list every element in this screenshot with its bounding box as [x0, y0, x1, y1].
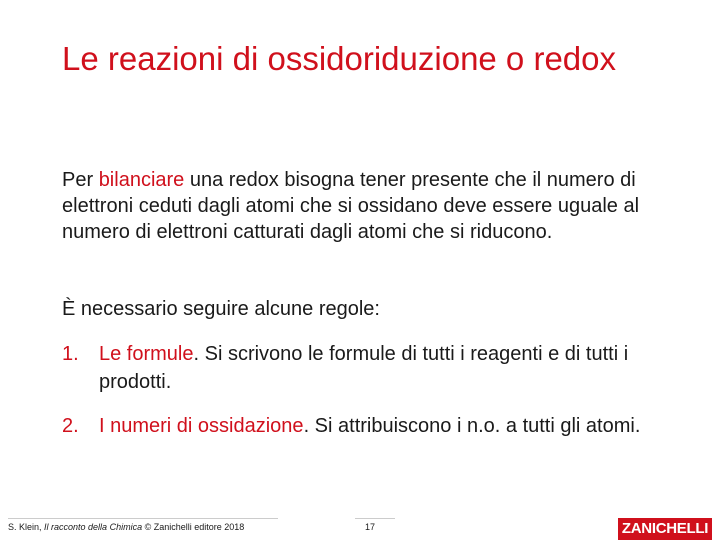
intro-paragraph	[62, 167, 662, 245]
rule-text: . Si attribuiscono i n.o. a tutti gli atomi.	[303, 415, 641, 437]
page-number-divider	[355, 518, 395, 519]
rule-highlight: I numeri di ossidazione	[99, 415, 304, 437]
rule-list-2	[62, 412, 662, 440]
rule-number: 1.	[62, 343, 79, 365]
footer-divider	[8, 518, 278, 519]
footer-citation	[8, 522, 244, 532]
rule-text: . Si scrivono le formule di tutti i reagenti e di tutti i prodotti.	[99, 343, 629, 393]
zanichelli-logo: ZANICHELLI	[618, 518, 712, 540]
list-item	[62, 412, 662, 440]
footer-book-title: Il racconto della Chimica	[44, 522, 143, 532]
list-item	[62, 340, 662, 396]
intro-highlight: bilanciare	[98, 169, 185, 191]
slide-title: Le reazioni di ossidoriduzione o redox	[62, 40, 617, 77]
rule-number: 2.	[62, 415, 79, 437]
intro-pre: Per	[62, 169, 99, 191]
footer-publisher: © Zanichelli editore 2018	[142, 522, 245, 532]
intro-post: una redox bisogna tener presente che il numero di elettroni ceduti dagli atomi che si ossidano deve essere uguale al numero di elettroni catturati dagli atomi che si riducono.	[62, 169, 640, 243]
page-number: 17	[365, 522, 376, 532]
lead-paragraph: È necessario seguire alcune regole:	[62, 298, 380, 320]
rule-highlight: Le formule	[99, 343, 194, 365]
rule-list-1	[62, 340, 662, 396]
footer-author: S. Klein,	[8, 522, 45, 532]
